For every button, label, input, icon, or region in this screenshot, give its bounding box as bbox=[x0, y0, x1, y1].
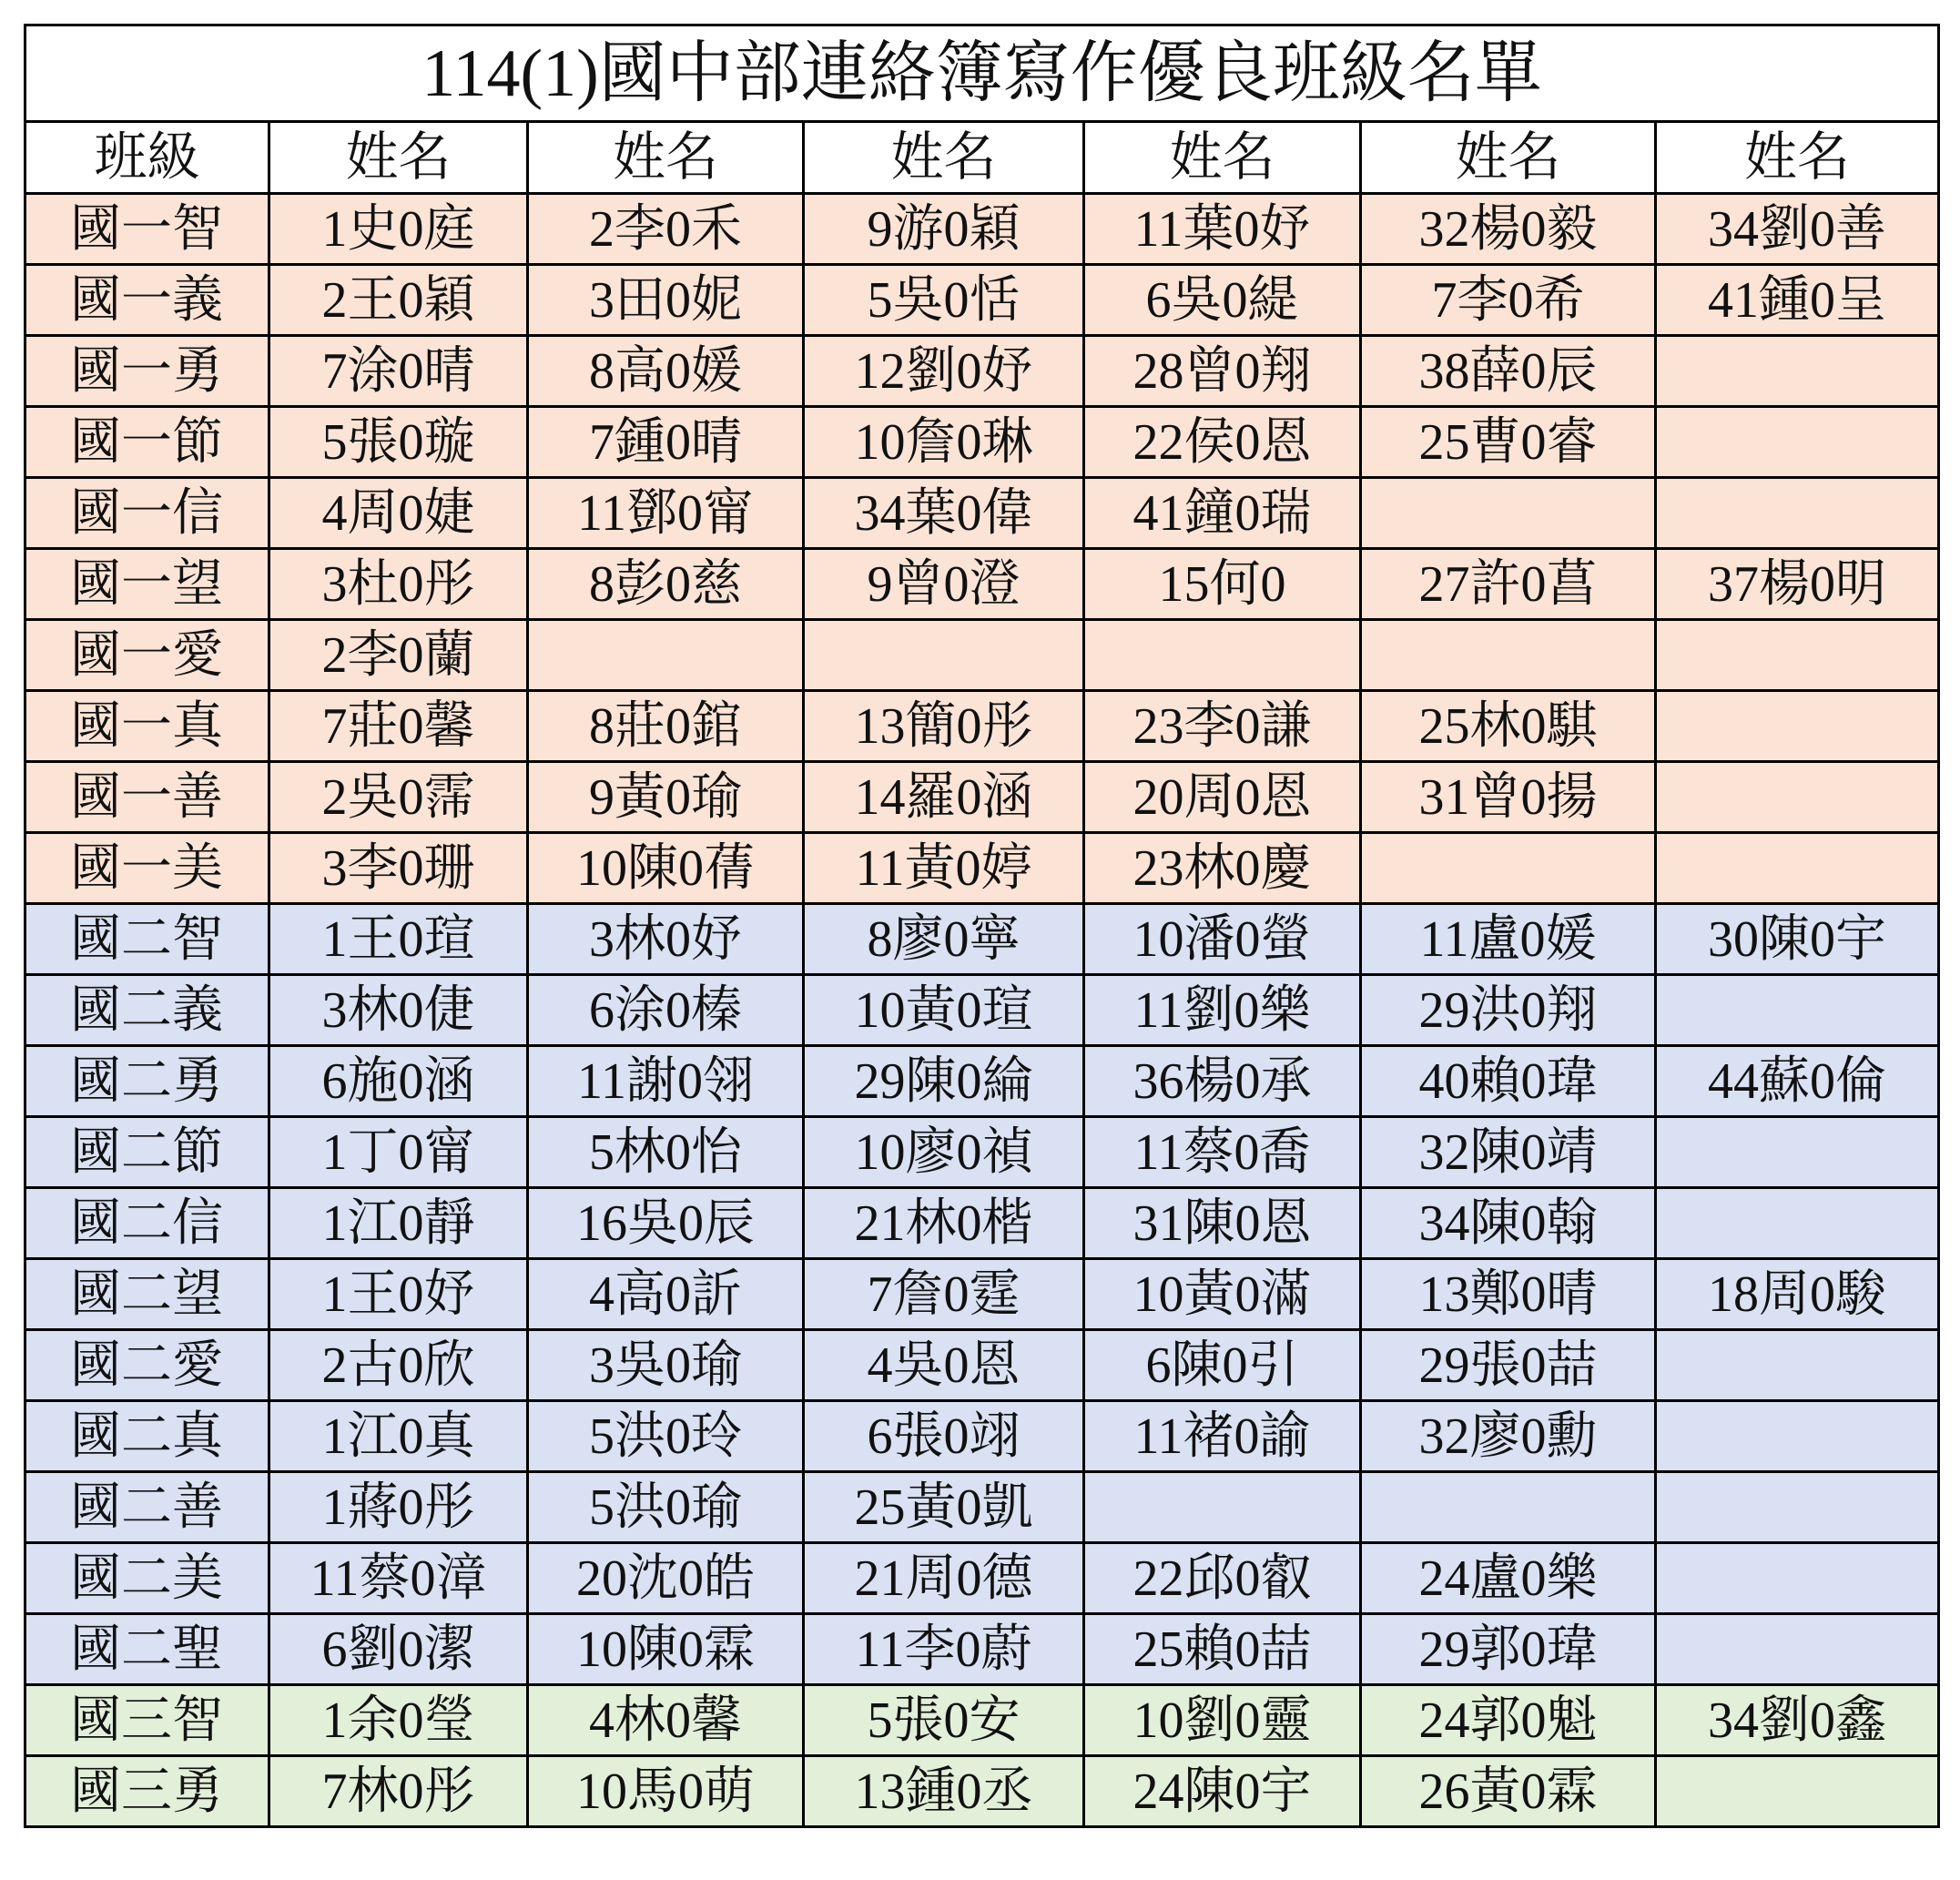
table-row bbox=[25, 407, 1939, 478]
student-name-cell bbox=[1361, 1472, 1656, 1543]
student-name-cell: 11葉0妤 bbox=[1084, 194, 1361, 265]
student-name-cell: 11李0蔚 bbox=[804, 1614, 1084, 1685]
table-row bbox=[25, 691, 1939, 762]
class-name-cell: 國一信 bbox=[25, 478, 269, 549]
header-name: 姓名 bbox=[804, 122, 1084, 194]
class-name-cell: 國三智 bbox=[25, 1685, 269, 1756]
table-row bbox=[25, 1614, 1939, 1685]
student-name-cell bbox=[804, 620, 1084, 691]
table-row bbox=[25, 1330, 1939, 1401]
student-name-cell: 10黃0瑄 bbox=[804, 975, 1084, 1046]
student-name-cell: 23李0謙 bbox=[1084, 691, 1361, 762]
student-name-cell: 1江0真 bbox=[269, 1401, 528, 1472]
student-name-cell: 5洪0瑜 bbox=[528, 1472, 804, 1543]
student-name-cell: 30陳0宇 bbox=[1656, 904, 1939, 975]
student-name-cell: 1王0妤 bbox=[269, 1259, 528, 1330]
student-name-cell bbox=[1361, 833, 1656, 904]
student-name-cell: 12劉0妤 bbox=[804, 336, 1084, 407]
student-name-cell: 29郭0瑋 bbox=[1361, 1614, 1656, 1685]
student-name-cell bbox=[1656, 620, 1939, 691]
class-name-cell: 國二真 bbox=[25, 1401, 269, 1472]
student-name-cell: 6吳0緹 bbox=[1084, 265, 1361, 336]
title-row bbox=[25, 25, 1939, 122]
student-name-cell: 3林0妤 bbox=[528, 904, 804, 975]
header-name: 姓名 bbox=[1656, 122, 1939, 194]
header-name: 姓名 bbox=[1084, 122, 1361, 194]
table-row bbox=[25, 1543, 1939, 1614]
student-name-cell: 5張0安 bbox=[804, 1685, 1084, 1756]
student-name-cell bbox=[1656, 1401, 1939, 1472]
student-name-cell: 8彭0慈 bbox=[528, 549, 804, 620]
student-name-cell: 34劉0善 bbox=[1656, 194, 1939, 265]
header-name: 姓名 bbox=[1361, 122, 1656, 194]
student-name-cell: 34陳0翰 bbox=[1361, 1188, 1656, 1259]
table-row bbox=[25, 762, 1939, 833]
student-name-cell bbox=[1656, 1614, 1939, 1685]
student-name-cell: 2王0穎 bbox=[269, 265, 528, 336]
student-name-cell: 26黃0霖 bbox=[1361, 1756, 1656, 1827]
student-name-cell bbox=[1656, 975, 1939, 1046]
table-row bbox=[25, 265, 1939, 336]
student-name-cell: 29張0喆 bbox=[1361, 1330, 1656, 1401]
student-name-cell: 34劉0鑫 bbox=[1656, 1685, 1939, 1756]
student-name-cell: 21林0楷 bbox=[804, 1188, 1084, 1259]
student-name-cell: 25黃0凱 bbox=[804, 1472, 1084, 1543]
student-name-cell: 7莊0馨 bbox=[269, 691, 528, 762]
student-name-cell: 18周0駿 bbox=[1656, 1259, 1939, 1330]
student-name-cell: 32廖0勳 bbox=[1361, 1401, 1656, 1472]
student-name-cell: 27許0菖 bbox=[1361, 549, 1656, 620]
student-name-cell bbox=[1084, 1472, 1361, 1543]
student-name-cell: 11盧0媛 bbox=[1361, 904, 1656, 975]
student-name-cell: 6陳0引 bbox=[1084, 1330, 1361, 1401]
student-name-cell: 5吳0恬 bbox=[804, 265, 1084, 336]
student-name-cell: 7鍾0晴 bbox=[528, 407, 804, 478]
student-name-cell: 11蔡0漳 bbox=[269, 1543, 528, 1614]
student-name-cell: 41鍾0呈 bbox=[1656, 265, 1939, 336]
class-name-cell: 國一美 bbox=[25, 833, 269, 904]
student-name-cell: 31曾0揚 bbox=[1361, 762, 1656, 833]
student-name-cell: 1史0庭 bbox=[269, 194, 528, 265]
student-name-cell: 32楊0毅 bbox=[1361, 194, 1656, 265]
student-name-cell: 23林0慶 bbox=[1084, 833, 1361, 904]
student-name-cell: 1蔣0彤 bbox=[269, 1472, 528, 1543]
student-name-cell: 6涂0榛 bbox=[528, 975, 804, 1046]
student-name-cell bbox=[1361, 478, 1656, 549]
student-name-cell: 1丁0甯 bbox=[269, 1117, 528, 1188]
class-name-cell: 國一勇 bbox=[25, 336, 269, 407]
student-name-cell: 2李0蘭 bbox=[269, 620, 528, 691]
student-name-cell: 34葉0偉 bbox=[804, 478, 1084, 549]
student-name-cell: 32陳0靖 bbox=[1361, 1117, 1656, 1188]
class-name-cell: 國一義 bbox=[25, 265, 269, 336]
student-name-cell: 24陳0宇 bbox=[1084, 1756, 1361, 1827]
student-name-cell: 11蔡0喬 bbox=[1084, 1117, 1361, 1188]
student-name-cell: 28曾0翔 bbox=[1084, 336, 1361, 407]
student-name-cell: 3杜0彤 bbox=[269, 549, 528, 620]
class-name-cell: 國二善 bbox=[25, 1472, 269, 1543]
class-name-cell: 國二義 bbox=[25, 975, 269, 1046]
student-name-cell: 11褚0諭 bbox=[1084, 1401, 1361, 1472]
student-name-cell: 8莊0錧 bbox=[528, 691, 804, 762]
student-name-cell: 10陳0蒨 bbox=[528, 833, 804, 904]
table-row bbox=[25, 1685, 1939, 1756]
class-name-cell: 國二節 bbox=[25, 1117, 269, 1188]
honor-roll-table bbox=[24, 24, 1940, 1828]
student-name-cell: 14羅0涵 bbox=[804, 762, 1084, 833]
student-name-cell bbox=[1656, 407, 1939, 478]
student-name-cell: 10馬0萌 bbox=[528, 1756, 804, 1827]
student-name-cell: 10詹0琳 bbox=[804, 407, 1084, 478]
table-row bbox=[25, 1046, 1939, 1117]
table-row bbox=[25, 1401, 1939, 1472]
student-name-cell bbox=[1656, 1330, 1939, 1401]
student-name-cell: 40賴0瑋 bbox=[1361, 1046, 1656, 1117]
class-name-cell: 國二望 bbox=[25, 1259, 269, 1330]
student-name-cell: 13簡0彤 bbox=[804, 691, 1084, 762]
student-name-cell: 7涂0晴 bbox=[269, 336, 528, 407]
header-row bbox=[25, 122, 1939, 194]
student-name-cell: 1余0瑩 bbox=[269, 1685, 528, 1756]
student-name-cell bbox=[1656, 1543, 1939, 1614]
student-name-cell bbox=[1084, 620, 1361, 691]
student-name-cell: 11黃0婷 bbox=[804, 833, 1084, 904]
student-name-cell: 3李0珊 bbox=[269, 833, 528, 904]
student-name-cell: 4吳0恩 bbox=[804, 1330, 1084, 1401]
student-name-cell bbox=[1361, 620, 1656, 691]
class-name-cell: 國一望 bbox=[25, 549, 269, 620]
student-name-cell bbox=[1656, 1117, 1939, 1188]
class-name-cell: 國一節 bbox=[25, 407, 269, 478]
student-name-cell: 20沈0皓 bbox=[528, 1543, 804, 1614]
class-name-cell: 國一真 bbox=[25, 691, 269, 762]
student-name-cell: 7林0彤 bbox=[269, 1756, 528, 1827]
table-row bbox=[25, 620, 1939, 691]
student-name-cell: 29陳0綸 bbox=[804, 1046, 1084, 1117]
student-name-cell bbox=[1656, 691, 1939, 762]
student-name-cell: 24盧0樂 bbox=[1361, 1543, 1656, 1614]
student-name-cell: 13鍾0丞 bbox=[804, 1756, 1084, 1827]
student-name-cell: 25賴0喆 bbox=[1084, 1614, 1361, 1685]
student-name-cell: 25林0騏 bbox=[1361, 691, 1656, 762]
student-name-cell: 4周0婕 bbox=[269, 478, 528, 549]
student-name-cell: 5林0怡 bbox=[528, 1117, 804, 1188]
student-name-cell: 44蘇0倫 bbox=[1656, 1046, 1939, 1117]
student-name-cell: 4高0訢 bbox=[528, 1259, 804, 1330]
student-name-cell: 3吳0瑜 bbox=[528, 1330, 804, 1401]
student-name-cell: 4林0馨 bbox=[528, 1685, 804, 1756]
student-name-cell: 10廖0禎 bbox=[804, 1117, 1084, 1188]
student-name-cell: 5張0璇 bbox=[269, 407, 528, 478]
student-name-cell: 29洪0翔 bbox=[1361, 975, 1656, 1046]
student-name-cell bbox=[1656, 762, 1939, 833]
class-name-cell: 國二勇 bbox=[25, 1046, 269, 1117]
student-name-cell: 37楊0明 bbox=[1656, 549, 1939, 620]
student-name-cell: 16吳0辰 bbox=[528, 1188, 804, 1259]
student-name-cell: 24郭0魁 bbox=[1361, 1685, 1656, 1756]
student-name-cell: 9游0穎 bbox=[804, 194, 1084, 265]
student-name-cell: 9曾0澄 bbox=[804, 549, 1084, 620]
table-row bbox=[25, 833, 1939, 904]
class-name-cell: 國一智 bbox=[25, 194, 269, 265]
student-name-cell: 8廖0寧 bbox=[804, 904, 1084, 975]
student-name-cell: 31陳0恩 bbox=[1084, 1188, 1361, 1259]
student-name-cell bbox=[1656, 1756, 1939, 1827]
table-row bbox=[25, 1259, 1939, 1330]
student-name-cell: 10潘0螢 bbox=[1084, 904, 1361, 975]
table-row bbox=[25, 1472, 1939, 1543]
student-name-cell: 3林0倢 bbox=[269, 975, 528, 1046]
class-name-cell: 國一善 bbox=[25, 762, 269, 833]
table-row bbox=[25, 1756, 1939, 1827]
header-name: 姓名 bbox=[269, 122, 528, 194]
student-name-cell: 11劉0樂 bbox=[1084, 975, 1361, 1046]
page-title: 114(1)國中部連絡簿寫作優良班級名單 bbox=[25, 25, 1939, 122]
student-name-cell bbox=[1656, 336, 1939, 407]
student-name-cell: 13鄭0晴 bbox=[1361, 1259, 1656, 1330]
student-name-cell: 22侯0恩 bbox=[1084, 407, 1361, 478]
student-name-cell: 2古0欣 bbox=[269, 1330, 528, 1401]
student-name-cell: 7詹0霆 bbox=[804, 1259, 1084, 1330]
student-name-cell: 7李0希 bbox=[1361, 265, 1656, 336]
student-name-cell: 6劉0潔 bbox=[269, 1614, 528, 1685]
header-class: 班級 bbox=[25, 122, 269, 194]
student-name-cell: 6施0涵 bbox=[269, 1046, 528, 1117]
student-name-cell: 6張0翊 bbox=[804, 1401, 1084, 1472]
student-name-cell: 21周0德 bbox=[804, 1543, 1084, 1614]
student-name-cell: 1王0瑄 bbox=[269, 904, 528, 975]
student-name-cell: 25曹0睿 bbox=[1361, 407, 1656, 478]
table-row bbox=[25, 904, 1939, 975]
class-name-cell: 國二信 bbox=[25, 1188, 269, 1259]
table-row bbox=[25, 194, 1939, 265]
class-name-cell: 國二愛 bbox=[25, 1330, 269, 1401]
class-name-cell: 國二聖 bbox=[25, 1614, 269, 1685]
class-name-cell: 國二智 bbox=[25, 904, 269, 975]
student-name-cell: 20周0恩 bbox=[1084, 762, 1361, 833]
student-name-cell: 3田0妮 bbox=[528, 265, 804, 336]
student-name-cell: 2李0禾 bbox=[528, 194, 804, 265]
student-name-cell: 8高0媛 bbox=[528, 336, 804, 407]
student-name-cell bbox=[1656, 478, 1939, 549]
student-name-cell: 41鐘0瑞 bbox=[1084, 478, 1361, 549]
table-row bbox=[25, 478, 1939, 549]
student-name-cell: 10黃0滿 bbox=[1084, 1259, 1361, 1330]
table-body bbox=[25, 25, 1939, 1827]
student-name-cell bbox=[1656, 1472, 1939, 1543]
student-name-cell bbox=[528, 620, 804, 691]
student-name-cell: 10劉0靈 bbox=[1084, 1685, 1361, 1756]
student-name-cell: 11謝0翎 bbox=[528, 1046, 804, 1117]
student-name-cell: 15何0 bbox=[1084, 549, 1361, 620]
student-name-cell bbox=[1656, 1188, 1939, 1259]
table-row bbox=[25, 975, 1939, 1046]
student-name-cell: 2吳0霈 bbox=[269, 762, 528, 833]
table-row bbox=[25, 336, 1939, 407]
student-name-cell: 5洪0玲 bbox=[528, 1401, 804, 1472]
student-name-cell: 36楊0承 bbox=[1084, 1046, 1361, 1117]
table-row bbox=[25, 549, 1939, 620]
student-name-cell: 11鄧0甯 bbox=[528, 478, 804, 549]
table-row bbox=[25, 1188, 1939, 1259]
student-name-cell: 10陳0霖 bbox=[528, 1614, 804, 1685]
student-name-cell: 9黃0瑜 bbox=[528, 762, 804, 833]
student-name-cell: 1江0靜 bbox=[269, 1188, 528, 1259]
student-name-cell bbox=[1656, 833, 1939, 904]
header-name: 姓名 bbox=[528, 122, 804, 194]
class-name-cell: 國三勇 bbox=[25, 1756, 269, 1827]
table-row bbox=[25, 1117, 1939, 1188]
class-name-cell: 國一愛 bbox=[25, 620, 269, 691]
class-name-cell: 國二美 bbox=[25, 1543, 269, 1614]
student-name-cell: 38薛0辰 bbox=[1361, 336, 1656, 407]
student-name-cell: 22邱0叡 bbox=[1084, 1543, 1361, 1614]
